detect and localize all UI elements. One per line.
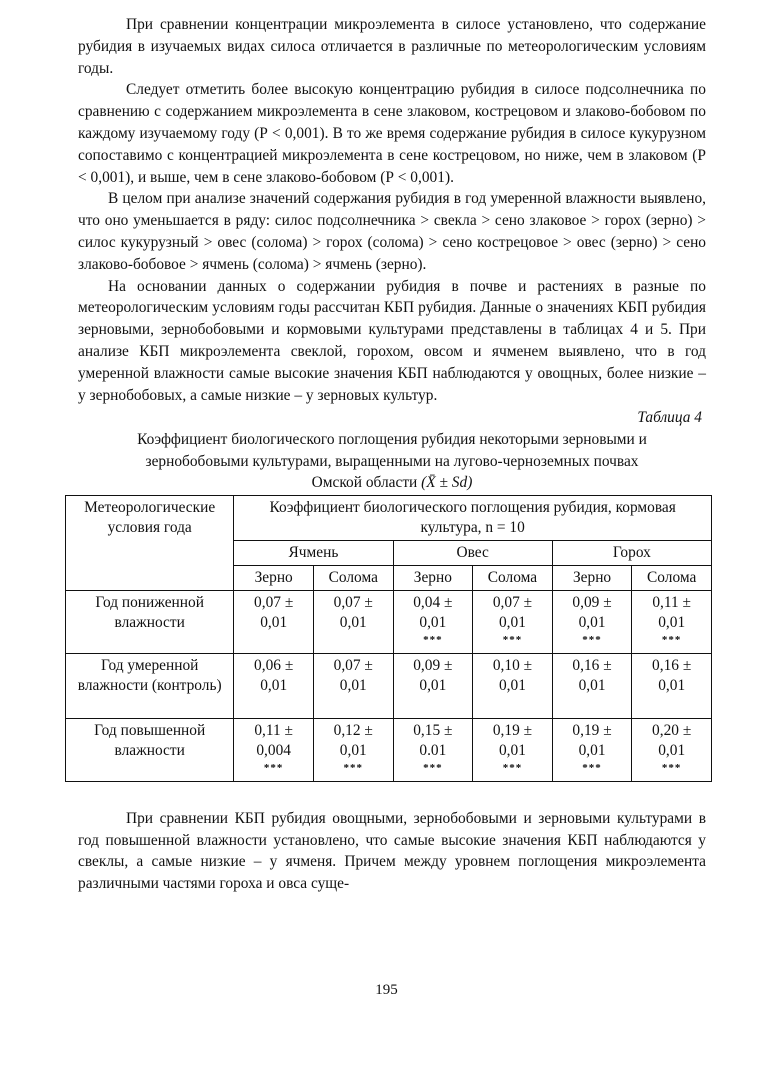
table-title-line-1: Коэффициент биологического поглощения рубидия некоторыми зерновыми и (137, 431, 647, 449)
cell-mean: 0,07 ± (333, 593, 373, 611)
header-part: Зерно (234, 565, 314, 590)
header-part: Зерно (393, 565, 473, 590)
table-cell (473, 718, 553, 781)
cell-mean: 0,07 ± (492, 593, 533, 611)
significance-mark: *** (502, 633, 523, 646)
paragraph-3: В целом при анализе значений содержания рубидия в год умеренной влажности выявлено, что оно уменьшается в ряду: силос подсолнечника > свекла > сено злаковое > горох (зерно) > силос кукурузный > овес (солома) > горох (солома) > сено кострецовое > овес (зерно) > сено злаково-бобовое > ячмень (солома) > ячмень (зерно). (78, 190, 706, 273)
table-cell (632, 653, 712, 718)
significance-mark: *** (343, 761, 364, 774)
significance-mark: *** (423, 761, 443, 774)
table-title-region: Омской области (311, 474, 418, 492)
table-cell (552, 653, 632, 718)
table-label: Таблица 4 (637, 409, 702, 427)
table-title-line-2: зернобобовыми культурами, выращенными на лугово-черноземных почвах (145, 452, 639, 470)
cell-mean: 0,06 ± (254, 656, 294, 674)
cell-mean: 0,12 ± (333, 721, 373, 739)
kbp-table (65, 495, 712, 782)
cell-sd: 0,01 (260, 613, 288, 631)
cell-sd: 0,01 (339, 741, 367, 759)
row-label: Год умеренной влажности (контроль) (66, 653, 234, 718)
significance-mark: *** (263, 761, 284, 774)
table-cell (313, 590, 393, 653)
table-cell (234, 590, 314, 653)
cell-mean: 0,10 ± (492, 656, 533, 674)
table-row (66, 718, 712, 781)
table-title-line-3 (78, 472, 706, 494)
significance-mark: *** (661, 633, 682, 646)
cell-mean: 0,19 ± (492, 721, 533, 739)
table-body (66, 590, 712, 781)
table-row (66, 590, 712, 653)
cell-sd: 0,01 (339, 676, 367, 694)
header-part: Солома (632, 565, 712, 590)
paragraph-2: Следует отметить более высокую концентрацию рубидия в силосе подсолнечника по сравнению с содержанием микроэлемента в сене злаковом, кострецовом и злаково-бобовом по каждому изучаемому году (Р < 0,001). В то же время содержание рубидия в силосе кукурузном сопоставимо с концентрацией микроэлемента в сене кострецовом, но ниже, чем в злаковом (Р < 0,001), и выше, чем в сене злаково-бобовом (Р < 0,001). (78, 81, 706, 186)
significance-mark: *** (423, 633, 443, 646)
cell-mean: 0,09 ± (413, 656, 453, 674)
cell-mean: 0,09 ± (572, 593, 612, 611)
cell-sd: 0,01 (498, 741, 526, 759)
paragraph-1: При сравнении концентрации микроэлемента в силосе установлено, что содержание рубидия в изучаемых видах силоса отличается в различные по метеорологическим условиям годы. (78, 16, 706, 77)
page-body (78, 14, 706, 895)
paragraph-bottom: При сравнении КБП рубидия овощными, зернобобовыми и зерновыми культурами в год повышенной влажности установлено, что самые высокие значения КБП наблюдаются у свеклы, а самые низкие – у ячменя. Причем между уровнем поглощения микроэлемента различными частями гороха и овса суще- (78, 809, 706, 893)
cell-sd: 0,01 (498, 613, 526, 631)
table-title (78, 429, 706, 494)
cell-mean: 0,19 ± (572, 721, 612, 739)
header-crop: Горох (552, 540, 711, 565)
significance-mark: *** (502, 761, 523, 774)
row-label: Год пониженной влажности (66, 590, 234, 653)
header-coefficient: Коэффициент биологического поглощения рубидия, кормовая культура, n = 10 (234, 495, 712, 540)
cell-mean: 0,16 ± (572, 656, 612, 674)
table-cell (234, 718, 314, 781)
header-crop: Ячмень (234, 540, 393, 565)
table-cell (473, 590, 553, 653)
cell-sd: 0.01 (419, 741, 447, 759)
significance-mark: *** (582, 633, 602, 646)
table-cell (632, 718, 712, 781)
cell-mean: 0,07 ± (254, 593, 294, 611)
cell-sd: 0,01 (260, 676, 288, 694)
table-cell (393, 590, 473, 653)
table-cell (234, 653, 314, 718)
row-label: Год повышенной влажности (66, 718, 234, 781)
cell-sd: 0,01 (658, 613, 686, 631)
cell-mean: 0,20 ± (652, 721, 692, 739)
cell-mean: 0,11 ± (254, 721, 293, 739)
cell-sd: 0,01 (339, 613, 367, 631)
cell-mean: 0,15 ± (413, 721, 453, 739)
cell-sd: 0,01 (419, 613, 447, 631)
cell-sd: 0,004 (256, 741, 291, 759)
cell-sd: 0,01 (578, 676, 606, 694)
cell-mean: 0,16 ± (652, 656, 692, 674)
table-cell (632, 590, 712, 653)
cell-mean: 0,07 ± (333, 656, 373, 674)
significance-mark: *** (661, 761, 682, 774)
significance-mark: *** (582, 761, 602, 774)
header-part: Солома (473, 565, 553, 590)
cell-sd: 0,01 (578, 613, 606, 631)
cell-sd: 0,01 (658, 676, 686, 694)
cell-mean: 0,04 ± (413, 593, 453, 611)
paragraph-4: На основании данных о содержании рубидия в почве и растениях в разные по метеорологическим условиям годы рассчитан КБП рубидия. Данные о значениях КБП рубидия зерновыми, зернобобовыми и кормовыми культурами представлены в таблицах 4 и 5. При анализе КБП микроэлемента свеклой, горохом, овсом и ячменем выявлено, что в год умеренной влажности самые высокие значения КБП наблюдаются у овощных, более низкие – у зернобобовых, а самые низкие – у зерновых культур. (78, 277, 706, 404)
table-title-stat: (X̄ ± Sd) (421, 474, 473, 492)
table-cell (552, 718, 632, 781)
table-cell (552, 590, 632, 653)
table-cell (313, 718, 393, 781)
table-row (66, 653, 712, 718)
cell-sd: 0,01 (578, 741, 606, 759)
header-crop: Овес (393, 540, 552, 565)
table-cell (313, 653, 393, 718)
header-conditions: Метеорологические условия года (66, 495, 234, 590)
cell-sd: 0,01 (658, 741, 686, 759)
cell-sd: 0,01 (419, 676, 447, 694)
page-number: 195 (375, 982, 398, 998)
table-cell (393, 718, 473, 781)
header-part: Солома (313, 565, 393, 590)
cell-sd: 0,01 (498, 676, 526, 694)
table-cell (393, 653, 473, 718)
cell-mean: 0,11 ± (652, 593, 691, 611)
table-cell (473, 653, 553, 718)
header-part: Зерно (552, 565, 632, 590)
